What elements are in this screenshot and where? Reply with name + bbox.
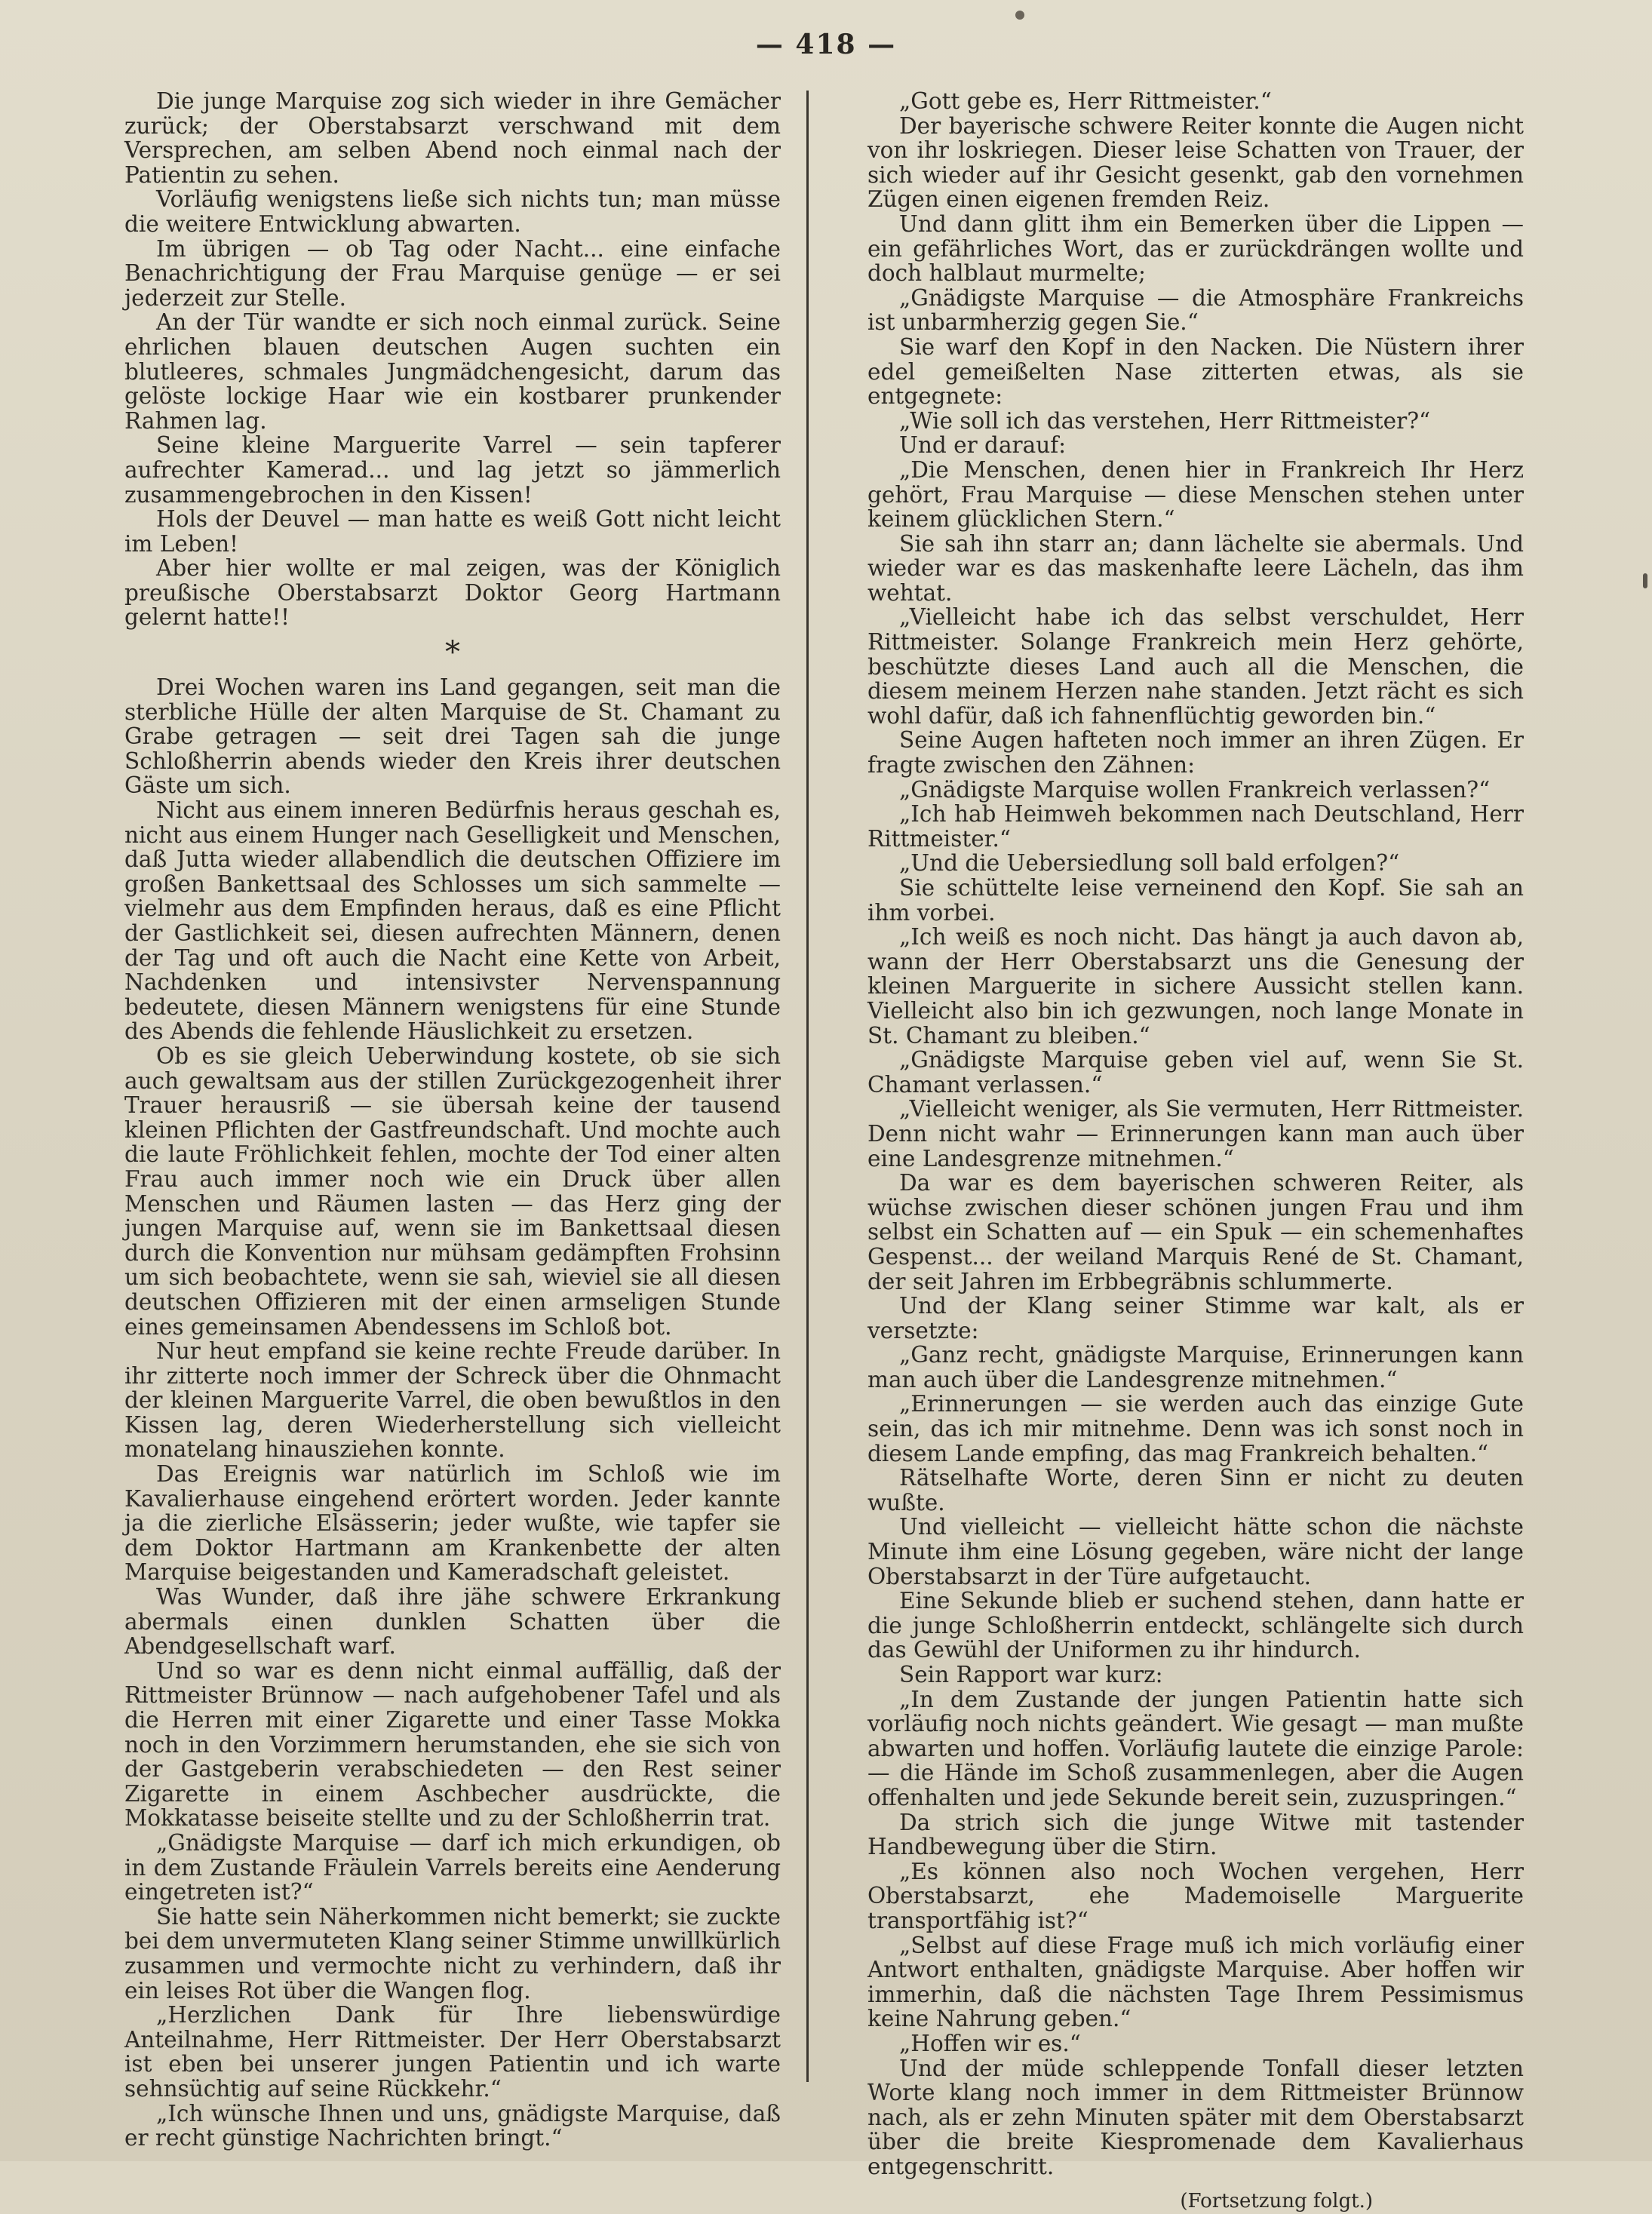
paragraph: „Die Menschen, denen hier in Frankreich Ihr Herz gehört, Frau Marquise — diese Menschen stehen unter keinem glücklichen Stern.“ [867,456,1524,533]
paragraph: „Es können also noch Wochen vergehen, Herr Oberstabsarzt, ehe Mademoiselle Marguerite transportfähig ist?“ [867,1858,1524,1933]
paragraph: Und so war es denn nicht einmal auffällig, daß der Rittmeister Brünnow — nach aufgehobener Tafel und als die Herren mit einer Zigarette und einer Tasse Mokka noch in den Vorzimmern herumstanden, ehe sie sich von der Gastgeberin verabschiedeten — den Rest seiner Zigarette in einem Aschbecher ausdrückte, die Mokkatasse beiseite stellte und zu der Schloßherrin trat. [124,1657,781,1832]
paragraph: Ob es sie gleich Ueberwindung kostete, ob sie sich auch gewaltsam aus der stillen Zurückgezogenheit ihrer Trauer herausriß — sie übersah keine der tausend kleinen Pflichten der Gastfreundschaft. Und mochte auch die laute Fröhlichkeit fehlen, mochte der Tod einer alten Frau auch immer noch wie ein Druck über allen Menschen und Räumen lasten — das Herz ging der jungen Marquise auf, wenn sie im Bankettsaal diesen durch die Konvention nur mühsam gedämpften Frohsinn um sich beobachtete, wenn sie sah, wieviel sie all diesen deutschen Offizieren mit der einen armseligen Stunde eines gemeinsamen Abendessens im Schloß bot. [124,1043,781,1340]
paragraph: Sie schüttelte leise verneinend den Kopf. Sie sah an ihm vorbei. [867,875,1524,926]
paragraph: Sein Rapport war kurz: [899,1662,1163,1687]
paragraph: „Vielleicht habe ich das selbst verschuldet, Herr Rittmeister. Solange Frankreich mein Herz gehörte, beschützte dieses Land auch all die Menschen, die diesem meinem Herzen nahe standen. Jetzt rächt es sich wohl dafür, daß ich fahnenflüchtig geworden bin.“ [867,604,1524,729]
paragraph: Rätselhafte Worte, deren Sinn er nicht zu deuten wußte. [867,1465,1524,1515]
paragraph: Und der Klang seiner Stimme war kalt, als er versetzte: [867,1293,1524,1343]
paragraph: Nicht aus einem inneren Bedürfnis heraus geschah es, nicht aus einem Hunger nach Geselligkeit und Menschen, daß Jutta wieder allabendlich die deutschen Offiziere im großen Bankettsaal des Schlosses um sich sammelte — vielmehr aus dem Empfinden heraus, daß es eine Pflicht der Gastlichkeit sei, diesen aufrechten Männern, denen der Tag und oft auch die Nacht eine Kette von Arbeit, Nachdenken und intensivster Nervenspannung bedeutete, diesen Männern wenigstens für eine Stunde des Abends die fehlende Häuslichkeit zu ersetzen. [124,797,781,1045]
paragraph: „Gnädigste Marquise wollen Frankreich verlassen?“ [899,776,1491,803]
paragraph: Da war es dem bayerischen schweren Reiter, als wüchse zwischen dieser schönen jungen Frau und ihm selbst ein Schatten auf — ein Spuk — ein schemenhaftes Gespenst... der weiland Marquis René de St. Chamant, der seit Jahren im Erbbegräbnis schlummerte. [867,1170,1524,1294]
paragraph: „Ich weiß es noch nicht. Das hängt ja auch davon ab, wann der Herr Oberstabsarzt uns die Genesung der kleinen Marguerite in sichere Aussicht stellen kann. Vielleicht also bin ich gezwungen, noch lange Monate in St. Chamant zu bleiben.“ [867,924,1524,1049]
paragraph: Und er darauf: [899,432,1067,459]
paragraph: Drei Wochen waren ins Land gegangen, seit man die sterbliche Hülle der alten Marquise de St. Chamant zu Grabe getragen — seit drei Tagen sah die junge Schloßherrin abends wieder den Kreis ihrer deutschen Gäste um sich. [124,674,781,799]
paragraph: Da strich sich die junge Witwe mit tastender Handbewegung über die Stirn. [867,1809,1524,1860]
paragraph: Sie warf den Kopf in den Nacken. Die Nüstern ihrer edel gemeißelten Nase zitterten etwas, als sie entgegnete: [867,333,1524,410]
paragraph: Seine kleine Marguerite Varrel — sein tapferer aufrechter Kamerad... und lag jetzt so jämmerlich zusammengebrochen in den Kissen! [124,432,781,508]
column-divider [806,91,809,2082]
paragraph: „Erinnerungen — sie werden auch das einzige Gute sein, das ich mir mitnehme. Denn was ich sonst noch in diesem Lande empfing, das mag Frankreich behalten.“ [867,1391,1524,1466]
paragraph: Eine Sekunde blieb er suchend stehen, dann hatte er die junge Schloßherrin entdeckt, schlängelte sich durch das Gewühl der Uniformen zu ihr hindurch. [867,1588,1524,1663]
page-number: — 418 — [755,29,897,60]
ink-speck [1015,11,1024,20]
paragraph: Und der müde schleppende Tonfall dieser letzten Worte klang noch immer in dem Rittmeister Brünnow nach, als er zehn Minuten später mit dem Oberstabsarzt über die breite Kiespromenade dem Kavalierhaus entgegenschritt. [867,2055,1524,2179]
paragraph: „Wie soll ich das verstehen, Herr Rittmeister?“ [899,407,1431,434]
edge-mark [1643,573,1647,588]
paragraph: Sie hatte sein Näherkommen nicht bemerkt; sie zuckte bei dem unvermuteten Klang seiner Stimme unwillkürlich zusammen und vermochte nicht zu verhindern, daß ihr ein leises Rot über die Wangen flog. [124,1903,781,2004]
paragraph: Was Wunder, daß ihre jähe schwere Erkrankung abermals einen dunklen Schatten über die Abendgesellschaft warf. [124,1584,781,1660]
paragraph: Seine Augen hafteten noch immer an ihren Zügen. Er fragte zwischen den Zähnen: [867,727,1524,778]
paragraph: „Herzlichen Dank für Ihre liebenswürdige Anteilnahme, Herr Rittmeister. Der Herr Oberstabsarzt ist eben bei unserer jungen Patientin und ich warte sehnsüchtig auf seine Rückkehr.“ [124,2002,781,2102]
paragraph: Im übrigen — ob Tag oder Nacht... eine einfache Benachrichtigung der Frau Marquise genüge — er sei jederzeit zur Stelle. [124,235,781,311]
paragraph: „Und die Uebersiedlung soll bald erfolgen?“ [899,850,1400,877]
paragraph: „Ganz recht, gnädigste Marquise, Erinnerungen kann man auch über die Landesgrenze mitnehmen.“ [867,1342,1524,1393]
paragraph: „Gott gebe es, Herr Rittmeister.“ [899,88,1272,114]
paragraph: „Hoffen wir es.“ [899,2030,1081,2056]
paragraph: „In dem Zustande der jungen Patientin hatte sich vorläufig noch nichts geändert. Wie gesagt — man mußte abwarten und hoffen. Vorläufig lautete die einzige Parole: — die Hände im Schoß zusammenlegen, aber die Augen offenhalten und jede Sekunde bereit sein, zuzuspringen.“ [867,1686,1524,1810]
section-break: * [445,635,460,671]
paragraph: Hols der Deuvel — man hatte es weiß Gott nicht leicht im Leben! [124,506,781,557]
paragraph: „Gnädigste Marquise geben viel auf, wenn Sie St. Chamant verlassen.“ [867,1047,1524,1098]
paragraph: Die junge Marquise zog sich wieder in ihre Gemächer zurück; der Oberstabsarzt verschwand mit dem Versprechen, am selben Abend noch einmal nach der Patientin zu sehen. [124,88,781,188]
paragraph: Aber hier wollte er mal zeigen, was der Königlich preußische Oberstabsarzt Doktor Georg Hartmann gelernt hatte!! [124,555,781,631]
paragraph: An der Tür wandte er sich noch einmal zurück. Seine ehrlichen blauen deutschen Augen suchten ein blutleeres, schmales Jungmädchengesicht, darum das gelöste lockige Haar wie ein kostbarer prunkender Rahmen lag. [124,309,781,434]
paragraph: Der bayerische schwere Reiter konnte die Augen nicht von ihr loskriegen. Dieser leise Schatten von Trauer, der sich wieder auf ihr Gesicht gesenkt, gab den vornehmen Zügen einen eigenen fremden Reiz. [867,112,1524,213]
continuation-note: (Fortsetzung folgt.) [1180,2190,1373,2213]
paragraph: „Selbst auf diese Frage muß ich mich vorläufig einer Antwort enthalten, gnädigste Marquise. Aber hoffen wir immerhin, daß die nächsten Tage Ihrem Pessimismus keine Nahrung geben.“ [867,1932,1524,2032]
paragraph: „Ich hab Heimweh bekommen nach Deutschland, Herr Rittmeister.“ [867,801,1524,852]
paragraph: „Gnädigste Marquise — die Atmosphäre Frankreichs ist unbarmherzig gegen Sie.“ [867,284,1524,336]
paragraph: Sie sah ihn starr an; dann lächelte sie abermals. Und wieder war es das maskenhafte leere Lächeln, das ihm wehtat. [867,530,1524,606]
paragraph: Das Ereignis war natürlich im Schloß wie im Kavalierhause eingehend erörtert worden. Jeder kannte ja die zierliche Elsässerin; jeder wußte, wie tapfer sie dem Doktor Hartmann am Krankenbette der alten Marquise beigestanden und Kameradschaft geleistet. [124,1461,781,1586]
paragraph: „Ich wünsche Ihnen und uns, gnädigste Marquise, daß er recht günstige Nachrichten bringt.“ [124,2100,781,2151]
right-column [867,89,1524,2214]
paragraph: Und dann glitt ihm ein Bemerken über die Lippen — ein gefährliches Wort, das er zurückdrängen wollte und doch halblaut murmelte; [867,210,1524,287]
paragraph: Und vielleicht — vielleicht hätte schon die nächste Minute ihm eine Lösung gegeben, wäre nicht der lange Oberstabsarzt in der Türe aufgetaucht. [867,1514,1524,1589]
left-column [124,89,781,2151]
paragraph: Vorläufig wenigstens ließe sich nichts tun; man müsse die weitere Entwicklung abwarten. [124,186,781,237]
paragraph: „Gnädigste Marquise — darf ich mich erkundigen, ob in dem Zustande Fräulein Varrels bereits eine Aenderung eingetreten ist?“ [124,1829,781,1905]
paragraph: „Vielleicht weniger, als Sie vermuten, Herr Rittmeister. Denn nicht wahr — Erinnerungen kann man auch über eine Landesgrenze mitnehmen.“ [867,1096,1524,1171]
paragraph: Nur heut empfand sie keine rechte Freude darüber. In ihr zitterte noch immer der Schreck über die Ohnmacht der kleinen Marguerite Varrel, die oben bewußtlos in den Kissen lag, deren Wiederherstellung sich vielleicht monatelang hinausziehen konnte. [124,1338,781,1463]
